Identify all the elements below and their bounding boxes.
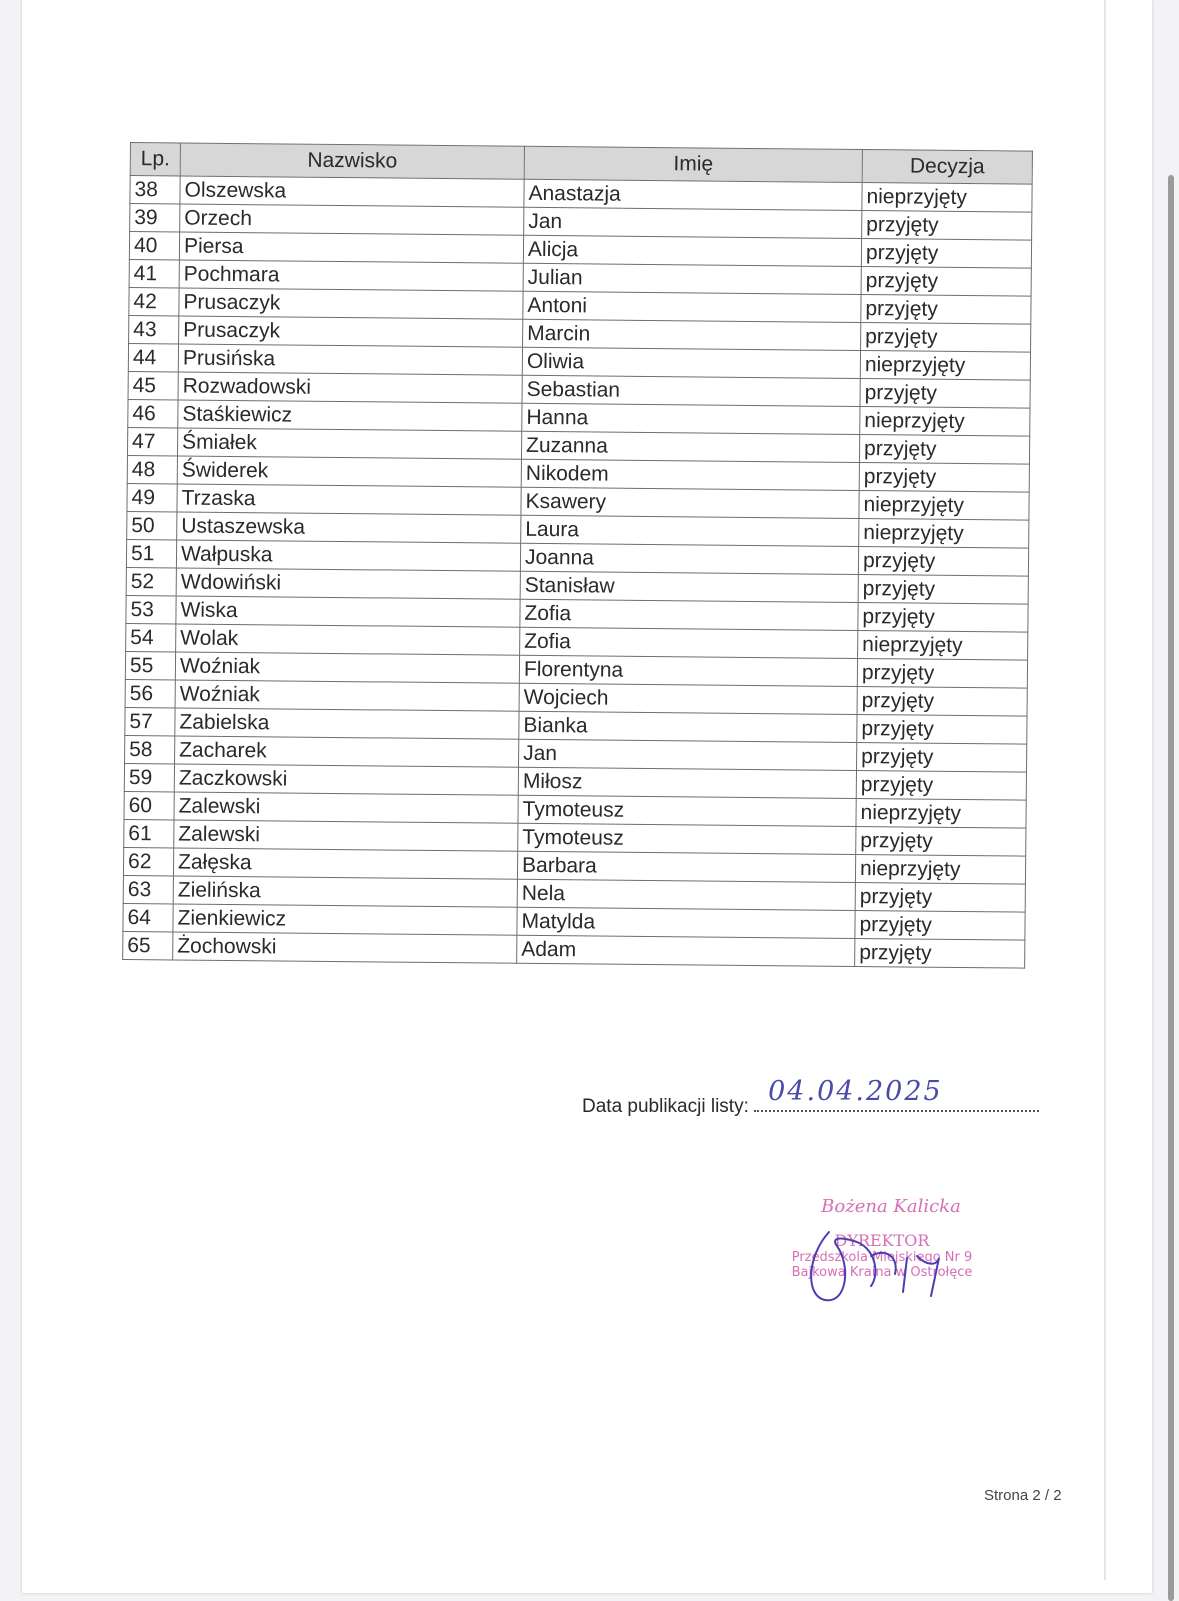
cell-nazwisko: Prusaczyk (179, 288, 523, 319)
cell-imie: Miłosz (518, 767, 856, 798)
cell-nazwisko: Zaczkowski (174, 764, 518, 795)
cell-decyzja: przyjęty (856, 771, 1026, 801)
cell-lp: 46 (128, 399, 178, 427)
cell-nazwisko: Prusińska (178, 344, 522, 375)
cell-nazwisko: Zabielska (175, 708, 519, 739)
cell-imie: Ksawery (521, 487, 859, 518)
cell-lp: 38 (130, 176, 180, 204)
cell-lp: 41 (129, 259, 179, 287)
cell-decyzja: przyjęty (861, 295, 1031, 325)
cell-nazwisko: Staśkiewicz (178, 400, 522, 431)
cell-decyzja: przyjęty (861, 239, 1031, 269)
admission-list-table-wrapper (122, 142, 1033, 969)
cell-lp: 44 (128, 343, 178, 371)
cell-imie: Zofia (520, 627, 858, 658)
header-decyzja: Decyzja (862, 150, 1032, 185)
cell-imie: Barbara (517, 851, 855, 882)
cell-lp: 52 (126, 567, 176, 595)
cell-decyzja: przyjęty (859, 463, 1029, 493)
cell-nazwisko: Wiska (176, 596, 520, 627)
table-body (123, 176, 1032, 969)
publication-date-dotted-line (754, 1076, 1039, 1112)
cell-lp: 65 (123, 931, 173, 959)
cell-nazwisko: Ustaszewska (177, 512, 521, 543)
cell-lp: 47 (127, 427, 177, 455)
cell-imie: Oliwia (522, 347, 860, 378)
cell-decyzja: przyjęty (858, 575, 1028, 605)
cell-decyzja: nieprzyjęty (855, 854, 1025, 884)
cell-lp: 48 (127, 455, 177, 483)
cell-decyzja: nieprzyjęty (858, 631, 1028, 661)
director-stamp (767, 1196, 997, 1316)
cell-nazwisko: Piersa (179, 232, 523, 263)
page-edge-line (1104, 0, 1106, 1580)
stamp-institution-line: Przedszkola Miejskiego Nr 9 (791, 1250, 973, 1265)
cell-lp: 39 (130, 204, 180, 232)
cell-lp: 49 (127, 483, 177, 511)
cell-decyzja: przyjęty (857, 687, 1027, 717)
vertical-scrollbar[interactable] (1168, 175, 1174, 1601)
cell-nazwisko: Zienkiewicz (173, 904, 517, 935)
cell-nazwisko: Świderek (177, 456, 521, 487)
cell-decyzja: przyjęty (858, 603, 1028, 633)
stamp-institution-line-2: Bajkowa Kraina w Ostrołęce (791, 1265, 973, 1280)
cell-nazwisko: Rozwadowski (178, 372, 522, 403)
cell-decyzja: przyjęty (855, 910, 1025, 940)
cell-decyzja: przyjęty (862, 211, 1032, 241)
cell-imie: Hanna (522, 403, 860, 434)
document-page (22, 0, 1152, 1593)
cell-nazwisko: Załęska (173, 848, 517, 879)
cell-imie: Alicja (523, 235, 861, 266)
cell-nazwisko: Trzaska (177, 484, 521, 515)
cell-imie: Zuzanna (521, 431, 859, 462)
cell-nazwisko: Orzech (180, 204, 524, 235)
cell-lp: 54 (126, 623, 176, 651)
cell-lp: 43 (129, 315, 179, 343)
cell-nazwisko: Żochowski (173, 932, 517, 963)
cell-decyzja: przyjęty (857, 715, 1027, 745)
cell-imie: Nikodem (521, 459, 859, 490)
cell-nazwisko: Pochmara (179, 260, 523, 291)
cell-decyzja: nieprzyjęty (862, 183, 1032, 213)
cell-lp: 61 (124, 819, 174, 847)
cell-nazwisko: Wolak (176, 624, 520, 655)
cell-decyzja: przyjęty (857, 659, 1027, 689)
cell-nazwisko: Zacharek (175, 736, 519, 767)
cell-lp: 56 (125, 679, 175, 707)
cell-lp: 64 (123, 903, 173, 931)
header-lp: Lp. (130, 143, 180, 176)
cell-lp: 59 (124, 763, 174, 791)
cell-imie: Laura (521, 515, 859, 546)
signature-stroke (811, 1232, 939, 1300)
cell-decyzja: przyjęty (860, 379, 1030, 409)
cell-decyzja: przyjęty (855, 938, 1025, 968)
cell-decyzja: nieprzyjęty (860, 407, 1030, 437)
handwritten-signature (767, 1196, 997, 1316)
cell-imie: Antoni (523, 291, 861, 322)
cell-imie: Julian (523, 263, 861, 294)
header-nazwisko: Nazwisko (180, 143, 524, 179)
publication-date-label: Data publikacji listy: (582, 1096, 749, 1117)
cell-nazwisko: Zalewski (174, 820, 518, 851)
cell-lp: 50 (127, 511, 177, 539)
cell-imie: Tymoteusz (518, 823, 856, 854)
cell-lp: 51 (126, 539, 176, 567)
cell-imie: Jan (519, 739, 857, 770)
cell-lp: 63 (123, 875, 173, 903)
cell-lp: 62 (123, 847, 173, 875)
cell-nazwisko: Zielińska (173, 876, 517, 907)
cell-lp: 58 (125, 735, 175, 763)
cell-imie: Wojciech (519, 683, 857, 714)
cell-decyzja: przyjęty (855, 882, 1025, 912)
cell-imie: Matylda (517, 907, 855, 938)
cell-imie: Adam (517, 935, 855, 966)
cell-decyzja: nieprzyjęty (860, 351, 1030, 381)
publication-date-line (582, 1076, 1039, 1118)
cell-imie: Stanisław (520, 571, 858, 602)
cell-imie: Marcin (523, 319, 861, 350)
cell-lp: 55 (125, 651, 175, 679)
cell-nazwisko: Wdowiński (176, 568, 520, 599)
stamp-title: DYREKTOR (834, 1231, 930, 1250)
cell-nazwisko: Olszewska (180, 176, 524, 207)
cell-lp: 40 (129, 232, 179, 260)
cell-nazwisko: Wałpuska (176, 540, 520, 571)
cell-nazwisko: Prusaczyk (179, 316, 523, 347)
cell-imie: Sebastian (522, 375, 860, 406)
cell-imie: Anastazja (524, 179, 862, 210)
header-imie: Imię (524, 146, 862, 182)
cell-lp: 60 (124, 791, 174, 819)
stamp-name: Bożena Kalicka (821, 1196, 961, 1217)
cell-nazwisko: Woźniak (175, 652, 519, 683)
cell-imie: Zofia (520, 599, 858, 630)
publication-date-handwritten: 04.04.2025 (768, 1076, 943, 1107)
cell-decyzja: przyjęty (857, 743, 1027, 773)
cell-decyzja: przyjęty (861, 323, 1031, 353)
cell-imie: Florentyna (519, 655, 857, 686)
cell-lp: 42 (129, 287, 179, 315)
cell-imie: Bianka (519, 711, 857, 742)
cell-imie: Jan (524, 207, 862, 238)
cell-lp: 53 (126, 595, 176, 623)
admission-list-table (122, 142, 1033, 969)
cell-lp: 45 (128, 371, 178, 399)
cell-lp: 57 (125, 707, 175, 735)
cell-nazwisko: Woźniak (175, 680, 519, 711)
page-number: Strona 2 / 2 (984, 1487, 1062, 1504)
cell-imie: Tymoteusz (518, 795, 856, 826)
cell-imie: Joanna (520, 543, 858, 574)
cell-decyzja: przyjęty (856, 827, 1026, 857)
cell-decyzja: nieprzyjęty (859, 519, 1029, 549)
cell-nazwisko: Śmiałek (177, 428, 521, 459)
cell-imie: Nela (517, 879, 855, 910)
cell-decyzja: przyjęty (859, 435, 1029, 465)
cell-decyzja: nieprzyjęty (856, 799, 1026, 829)
cell-decyzja: nieprzyjęty (859, 491, 1029, 521)
cell-nazwisko: Zalewski (174, 792, 518, 823)
cell-decyzja: przyjęty (861, 267, 1031, 297)
cell-decyzja: przyjęty (858, 547, 1028, 577)
